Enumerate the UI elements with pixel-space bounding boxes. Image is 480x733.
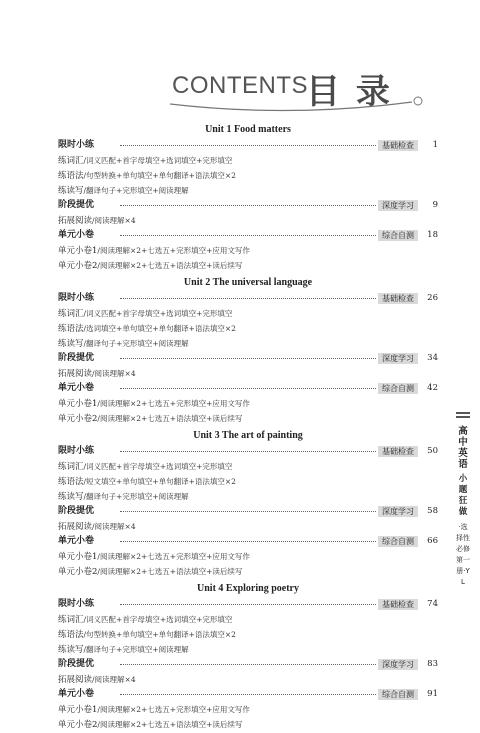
item-detail: /阅读理解×2+七选五+完形填空+应用文写作 [97,399,250,408]
section-badge: 基础检查 [378,599,418,610]
toc-section-row[interactable] [58,351,438,366]
toc-item [58,549,250,565]
page-number: 26 [427,293,438,303]
toc-item [58,168,236,184]
dot-leader [120,511,376,512]
item-key: 练词汇 [58,156,84,166]
item-key: 练语法 [58,171,84,181]
toc-item [58,612,232,628]
toc-item [58,702,250,718]
toc-item-row [58,396,438,411]
item-detail: /翻译句子+完形填空+阅读理解 [83,645,189,654]
item-key: 拓展阅读 [58,369,93,379]
page-number: 83 [427,659,438,669]
item-key: 练词汇 [58,309,84,319]
section-label: 单元小卷 [58,383,95,393]
sidebar-title [454,412,472,592]
item-detail: /词义匹配+首字母填空+选词填空+完形填空 [83,462,233,471]
toc-item [58,564,242,580]
item-key: 单元小卷1 [58,552,98,562]
toc-item [58,321,236,337]
item-key: 练读写 [58,186,84,196]
sidebar-text [455,426,471,588]
item-detail: /翻译句子+完形填空+阅读理解 [83,339,189,348]
section-label: 单元小卷 [58,230,95,240]
toc-item-row [58,564,438,579]
section-badge: 深度学习 [378,200,418,211]
toc-item-row [58,168,438,183]
section-badge: 基础检查 [378,446,418,457]
section-label: 阶段提优 [58,353,95,363]
item-detail: /阅读理解×4 [92,369,136,378]
section-label: 单元小卷 [58,689,95,699]
toc-section-row[interactable] [58,597,438,612]
toc-item [58,474,236,490]
sidebar-line3: ·选择性必修第一册·YL [456,523,470,586]
dot-leader [120,235,376,236]
dot-leader [120,604,376,605]
unit-title: Unit 4 Exploring poetry [197,583,299,594]
page-number: 34 [427,353,438,363]
toc-section-row[interactable] [58,504,438,519]
contents-header [0,60,480,120]
section-badge: 综合自测 [378,689,418,700]
item-key: 练语法 [58,324,84,334]
toc-item [58,336,189,352]
dot-leader [120,388,376,389]
item-detail: /阅读理解×2+七选五+完形填空+应用文写作 [97,705,250,714]
section-badge: 综合自测 [378,230,418,241]
item-detail: /句型转换+单句填空+单句翻译+语法填空×2 [83,171,236,180]
item-detail: /阅读理解×2+七选五+语法填空+读后续写 [97,567,243,576]
item-key: 单元小卷2 [58,720,98,730]
item-detail: /阅读理解×2+七选五+完形填空+应用文写作 [97,246,250,255]
toc-section-row[interactable] [58,291,438,306]
section-badge: 综合自测 [378,383,418,394]
item-detail: /词义匹配+首字母填空+选词填空+完形填空 [83,615,233,624]
dot-leader [120,298,376,299]
section-badge: 综合自测 [378,536,418,547]
section-badge: 深度学习 [378,659,418,670]
page-number: 1 [432,140,438,150]
item-key: 单元小卷2 [58,414,98,424]
item-detail: /阅读理解×4 [92,216,136,225]
item-detail: /阅读理解×4 [92,522,136,531]
section-label: 阶段提优 [58,659,95,669]
toc-item [58,258,242,274]
dot-leader [120,694,376,695]
table-of-contents [58,120,438,732]
toc-item [58,459,232,475]
toc-item-row [58,642,438,657]
dot-leader [120,145,376,146]
page-number: 91 [427,689,438,699]
item-detail: /短文填空+单句填空+单句翻译+语法填空×2 [83,477,236,486]
toc-item [58,627,236,643]
section-badge: 深度学习 [378,353,418,364]
toc-item [58,153,232,169]
toc-item [58,183,189,199]
item-detail: /词义匹配+首字母填空+选词填空+完形填空 [83,309,233,318]
item-key: 单元小卷2 [58,567,98,577]
toc-section-row[interactable] [58,228,438,243]
toc-item-row [58,306,438,321]
toc-item [58,213,136,229]
toc-item-row [58,474,438,489]
item-key: 练词汇 [58,615,84,625]
toc-item-row [58,243,438,258]
toc-item [58,306,232,322]
item-key: 练读写 [58,492,84,502]
unit-title: Unit 3 The art of painting [193,430,303,441]
item-detail: /阅读理解×2+七选五+语法填空+读后续写 [97,414,243,423]
sidebar-rule-top-2 [456,416,470,418]
page-number: 42 [427,383,438,393]
mulu-title: 目 录 [306,72,392,112]
dot-leader [120,664,376,665]
item-detail: /选词填空+单句填空+单句翻译+语法填空×2 [83,324,236,333]
item-detail: /阅读理解×2+七选五+语法填空+读后续写 [97,720,243,729]
toc-item-row [58,366,438,381]
toc-item-row [58,519,438,534]
toc-item-row [58,489,438,504]
toc-item-row [58,672,438,687]
item-key: 练读写 [58,339,84,349]
toc-item [58,717,242,733]
sidebar-line1: 高中英语 [458,426,468,470]
page-number: 58 [427,506,438,516]
section-label: 单元小卷 [58,536,95,546]
item-detail: /阅读理解×2+七选五+完形填空+应用文写作 [97,552,250,561]
section-label: 阶段提优 [58,506,95,516]
toc-item-row [58,258,438,273]
page-number: 9 [432,200,438,210]
section-label: 阶段提优 [58,200,95,210]
item-key: 拓展阅读 [58,675,93,685]
toc-section-row[interactable] [58,444,438,459]
item-key: 练词汇 [58,462,84,472]
item-key: 单元小卷1 [58,705,98,715]
item-detail: /阅读理解×4 [92,675,136,684]
toc-section-row[interactable] [58,198,438,213]
item-key: 拓展阅读 [58,522,93,532]
toc-item-row [58,717,438,732]
page-number: 50 [427,446,438,456]
contents-word: CONTENTS [172,72,308,99]
item-key: 单元小卷1 [58,246,98,256]
sidebar-rule-top [456,412,470,414]
toc-item [58,489,189,505]
page-number: 66 [427,536,438,546]
item-key: 练语法 [58,477,84,487]
toc-item-row [58,702,438,717]
section-label: 限时小练 [58,293,95,303]
section-label: 限时小练 [58,446,95,456]
toc-item-row [58,213,438,228]
dot-leader [120,451,376,452]
section-label: 限时小练 [58,140,95,150]
section-label: 限时小练 [58,599,95,609]
section-badge: 深度学习 [378,506,418,517]
section-badge: 基础检查 [378,140,418,151]
item-detail: /句型转换+单句填空+单句翻译+语法填空×2 [83,630,236,639]
toc-item-row [58,153,438,168]
toc-item-row [58,321,438,336]
item-key: 单元小卷2 [58,261,98,271]
unit-title: Unit 2 The universal language [183,277,313,288]
toc-item-row [58,336,438,351]
section-badge: 基础检查 [378,293,418,304]
sidebar-line2: 小题狂做 [458,474,468,517]
item-key: 拓展阅读 [58,216,93,226]
item-key: 单元小卷1 [58,399,98,409]
item-key: 练语法 [58,630,84,640]
toc-item-row [58,612,438,627]
item-detail: /阅读理解×2+七选五+语法填空+读后续写 [97,261,243,270]
page-number: 18 [427,230,438,240]
toc-section-row[interactable] [58,381,438,396]
toc-item-row [58,411,438,426]
item-detail: /词义匹配+首字母填空+选词填空+完形填空 [83,156,233,165]
toc-section-row[interactable] [58,534,438,549]
toc-item [58,243,250,259]
toc-item [58,519,136,535]
toc-item [58,411,242,427]
dot-leader [120,541,376,542]
toc-item [58,642,189,658]
toc-item [58,366,136,382]
toc-item-row [58,459,438,474]
item-detail: /翻译句子+完形填空+阅读理解 [83,492,189,501]
toc-item [58,396,250,412]
dot-leader [120,205,376,206]
toc-item-row [58,183,438,198]
toc-section-row[interactable] [58,687,438,702]
dot-leader [120,358,376,359]
toc-item-row [58,549,438,564]
item-detail: /翻译句子+完形填空+阅读理解 [83,186,189,195]
unit-title: Unit 1 Food matters [205,124,291,135]
toc-section-row[interactable] [58,138,438,153]
toc-section-row[interactable] [58,657,438,672]
toc-item-row [58,627,438,642]
page-number: 74 [427,599,438,609]
item-key: 练读写 [58,645,84,655]
toc-item [58,672,136,688]
